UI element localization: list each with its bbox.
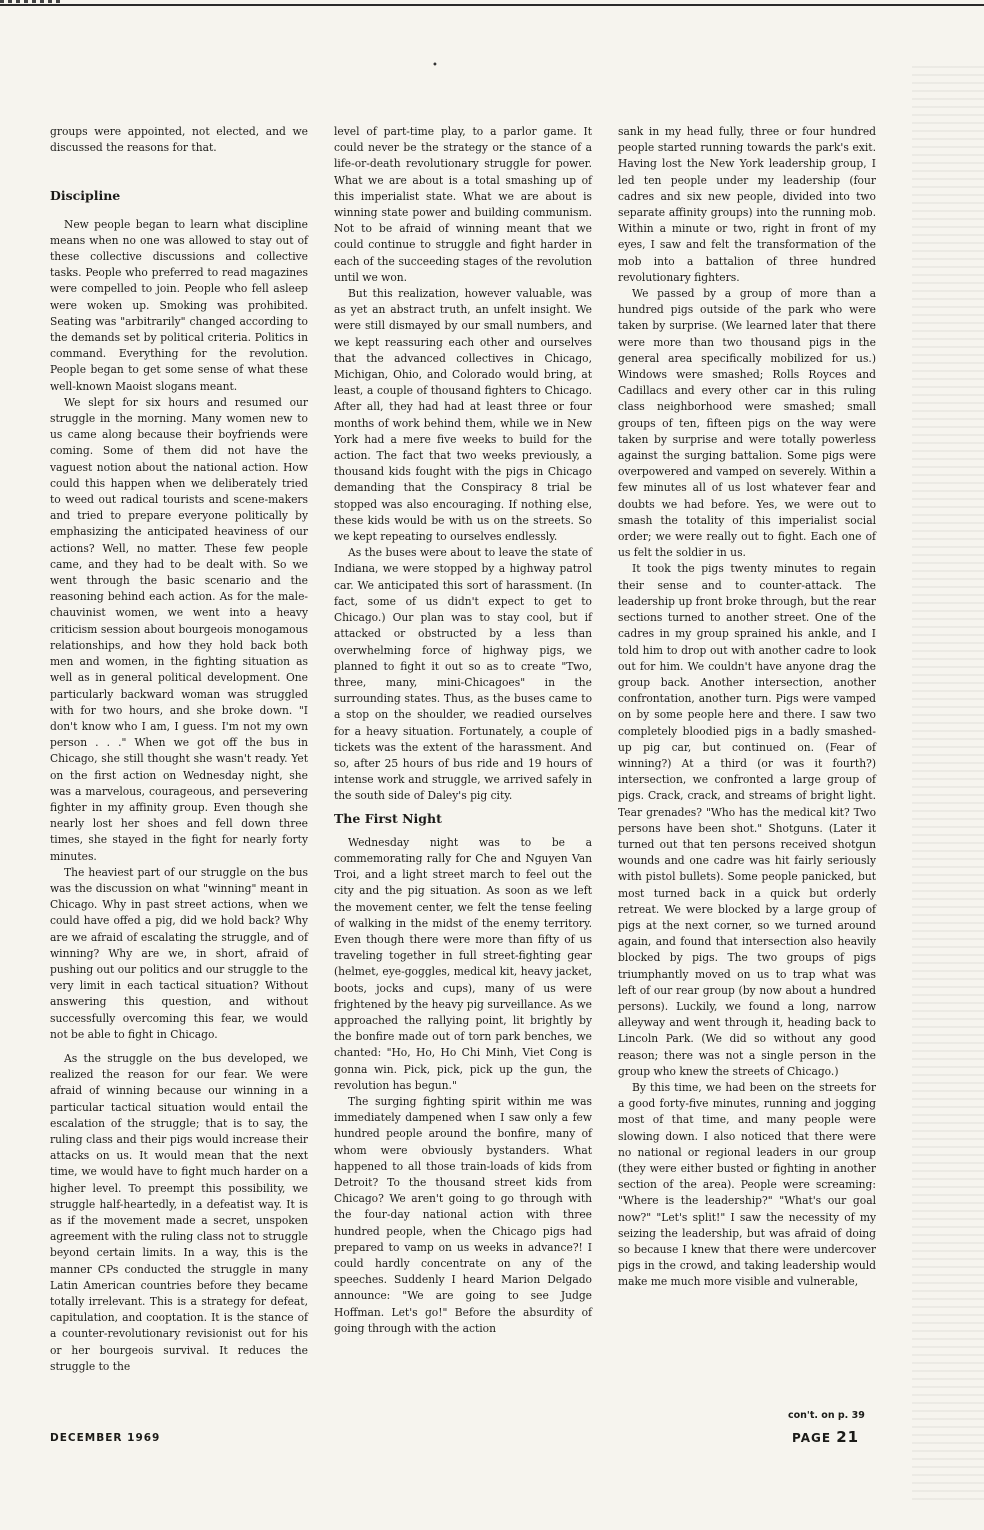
paragraph: New people began to learn what discipline means when no one was allowed to stay out of these collective discussions and collective tasks. People who preferred to read magazines were compelled to join. People who fell asleep were woken up. Smoking was prohibited. Seating was "arbitrarily" changed according to the demands set by political criteria. Politics in command. Everything for the revolution. People began to get some sense of what these well-known Maoist slogans meant.: [50, 217, 308, 393]
top-rule: [0, 4, 984, 6]
page-edge-shadow: [912, 60, 984, 1500]
heading-discipline: Discipline: [50, 188, 121, 204]
issue-date: DECEMBER 1969: [50, 1432, 161, 1444]
page-label: PAGE: [792, 1431, 832, 1445]
paragraph: level of part-time play, to a parlor game. It could never be the strategy or the stance of a life-or-death revolutionary struggle for power. What we are about is a total smashing up of this imperialist state. What we are about is winning state power and building communism. Not to be afraid of winning meant that we could continue to struggle and fight harder in each of the succeeding stages of the revolution until we won.: [334, 125, 592, 284]
top-edge-marks: [0, 0, 60, 3]
page-number: [792, 1428, 859, 1446]
paragraph: We passed by a group of more than a hundred pigs outside of the park who were taken by surprise. (We learned later that there were more than two thousand pigs in the general area specifically mobilized for us.) Windows were smashed; Rolls Royces and Cadillacs and every other car in this ruling class neighborhood were smashed; small groups of ten, fifteen pigs on the way were taken by surprise and were totally powerless against the surging battalion. Some pigs were overpowered and vamped on severely. Within a few minutes all of us lost whatever fear and doubts we had before. Yes, we were out to smash the totality of this imperialist social order; we were really out to fight. Each one of us felt the soldier in us.: [618, 287, 876, 560]
paragraph: The surging fighting spirit within me was immediately dampened when I saw only a few hundred people around the bonfire, many of whom were obviously bystanders. What happened to all those train-loads of kids from Detroit? To the thousand street kids from Chicago? We aren't going to go through with the four-day national action with three hundred people, when the Chicago pigs had prepared to vamp on us weeks in advance?! I could hardly concentrate on any of the speeches. Suddenly I heard Marion Delgado announce: "We are going to see Judge Hoffman. Let's go!" Before the absurdity of going through with the action: [334, 1094, 592, 1335]
column-1: [50, 124, 308, 1375]
column-3: [618, 124, 876, 1291]
page-number-value: 21: [836, 1428, 860, 1446]
continued-note: con't. on p. 39: [788, 1410, 865, 1421]
paragraph: Wednesday night was to be a commemorating rally for Che and Nguyen Van Troi, and a light street march to feel out the city and the pig situation. As soon as we left the movement center, we felt the tense feeling of walking in the midst of the enemy territory. Even though there were more than fifty of us traveling together in full street-fighting gear (helmet, eye-goggles, medical kit, heavy jacket, boots, jocks and cups), many of us were frightened by the heavy pig surveillance. As we approached the rallying point, lit brightly by the bonfire made out of torn park benches, we chanted: "Ho, Ho, Ho Chi Minh, Viet Cong is gonna win. Pick, pick, pick up the gun, the revolution has begun.": [334, 835, 592, 1092]
paragraph: sank in my head fully, three or four hundred people started running towards the park's exit. Having lost the New York leadership group, I led ten people under my leadership (four cadres and six new people, divided into two separate affinity groups) into the running mob. Within a minute or two, right in front of my eyes, I saw and felt the transformation of the mob into a battalion of three hundred revolutionary fighters.: [618, 125, 876, 284]
paragraph: As the struggle on the bus developed, we realized the reason for our fear. We were afraid of winning because our winning in a particular tactical situation would entail the escalation of the struggle; that is to say, the ruling class and their pigs would increase their attacks on us. It would mean that the next time, we would have to fight much harder on a higher level. To preempt this possibility, we struggle half-heartedly, in a defeatist way. It is as if the movement made a secret, unspoken agreement with the ruling class not to struggle beyond certain limits. In a way, this is the manner CPs conducted the struggle in many Latin American countries before they became totally irrelevant. This is a strategy for defeat, capitulation, and cooptation. It is the stance of a counter-revolutionary revisionist out for his or her bourgeois survival. It reduces the struggle to the: [50, 1051, 308, 1373]
paragraph: But this realization, however valuable, was as yet an abstract truth, an unfelt insight. We were still dismayed by our small numbers, and we kept reassuring each other and ourselves that the advanced collectives in Chicago, Michigan, Ohio, and Colorado would bring, at least, a couple of thousand fighters to Chicago. After all, they had had at least three or four months of work behind them, while we in New York had a mere five weeks to build for the action. The fact that two weeks previously, a thousand kids fought with the pigs in Chicago demanding that the Conspiracy 8 trial be stopped was also encouraging. If nothing else, these kids would be with us on the streets. So we kept repeating to ourselves endlessly.: [334, 287, 592, 544]
paragraph: The heaviest part of our struggle on the bus was the discussion on what "winning" meant in Chicago. Why in past street actions, when we could have offed a pig, did we hold back? Why are we afraid of escalating the struggle, and of winning? Why are we, in short, afraid of pushing out our politics and our struggle to the very limit in each tactical situation? Without answering this question, and without successfully overcoming this fear, we would not be able to fight in Chicago.: [50, 865, 308, 1041]
intro-paragraph: groups were appointed, not elected, and we discussed the reasons for that.: [50, 125, 308, 155]
paragraph: By this time, we had been on the streets for a good forty-five minutes, running and jogging most of that time, and many people were slowing down. I also noticed that there were no national or regional leaders in our group (they were either busted or fighting in another section of the area). People were screaming: "Where is the leadership?" "What's our goal now?" "Let's split!" I saw the necessity of my seizing the leadership, but was afraid of doing so because I knew that there were undercover pigs in the crowd, and taking leadership would make me much more visible and vulnerable,: [618, 1080, 876, 1289]
column-2: [334, 124, 592, 1337]
heading-the-first-night: The First Night: [334, 810, 442, 826]
paragraph: As the buses were about to leave the state of Indiana, we were stopped by a highway patrol car. We anticipated this sort of harassment. (In fact, some of us didn't expect to get to Chicago.) Our plan was to stay cool, but if attacked or obstructed by a less than overwhelming force of highway pigs, we planned to fight it out so as to create "Two, three, many, mini-Chicagoes" in the surrounding states. Thus, as the buses came to a stop on the shoulder, we readied ourselves for a heavy situation. Fortunately, a couple of tickets was the extent of the harassment. And so, after 25 hours of bus ride and 19 hours of intense work and struggle, we arrived safely in the south side of Daley's pig city.: [334, 546, 592, 803]
paragraph: It took the pigs twenty minutes to regain their sense and to counter-attack. The leadership up front broke through, but the rear sections turned to another street. One of the cadres in my group sprained his ankle, and I told him to drop out with another cadre to look out for him. We couldn't have anyone drag the group back. Another intersection, another confrontation, another turn. Pigs were vamped on by some people here and there. I saw two completely bloodied pigs in a badly smashed-up pig car, but continued on. (Fear of winning?) At a third (or was it fourth?) intersection, we confronted a large group of pigs. Crack, crack, and streams of bright light. Tear grenades? "Who has the medical kit? Two persons have been shot." Shotguns. (Later it turned out that ten persons received shotgun wounds and one cadre was hit fairly seriously with pistol bullets). Some people panicked, but most turned back in a quick but orderly retreat. We were blocked by a large group of pigs at the next corner, so we turned around again, and found that intersection also heavily blocked by pigs. The two groups of pigs triumphantly moved on us to trap what was left of our rear group (by now about a hundred persons). Luckily, we found a long, narrow alleyway and went through it, heading back to Lincoln Park. (We did so without any good reason; there was not a single person in the group who knew the streets of Chicago.): [618, 562, 876, 1078]
paragraph: We slept for six hours and resumed our struggle in the morning. Many women new to us came along because their boyfriends were coming. Some of them did not have the vaguest notion about the national action. How could this happen when we deliberately tried to weed out radical tourists and scene-makers and tried to prepare everyone politically by emphasizing the anticipated heaviness of our actions? Well, no matter. These few people came, and they had to be dealt with. So we went through the basic scenario and the reasoning behind each action. As for the male-chauvinist women, we went into a heavy criticism session about bourgeois monogamous relationships, and how they hold back both men and women, in the fighting situation as well as in general political development. One particularly backward woman was struggled with for two hours, and she broke down. "I don't know who I am, I guess. I'm not my own person . . ." When we got off the bus in Chicago, she still thought she wasn't ready. Yet on the first action on Wednesday night, she was a marvelous, courageous, and persevering fighter in my affinity group. Even though she nearly lost her shoes and fell down three times, she stayed in the fight for nearly forty minutes.: [50, 395, 308, 863]
print-speck: •: [432, 60, 438, 71]
